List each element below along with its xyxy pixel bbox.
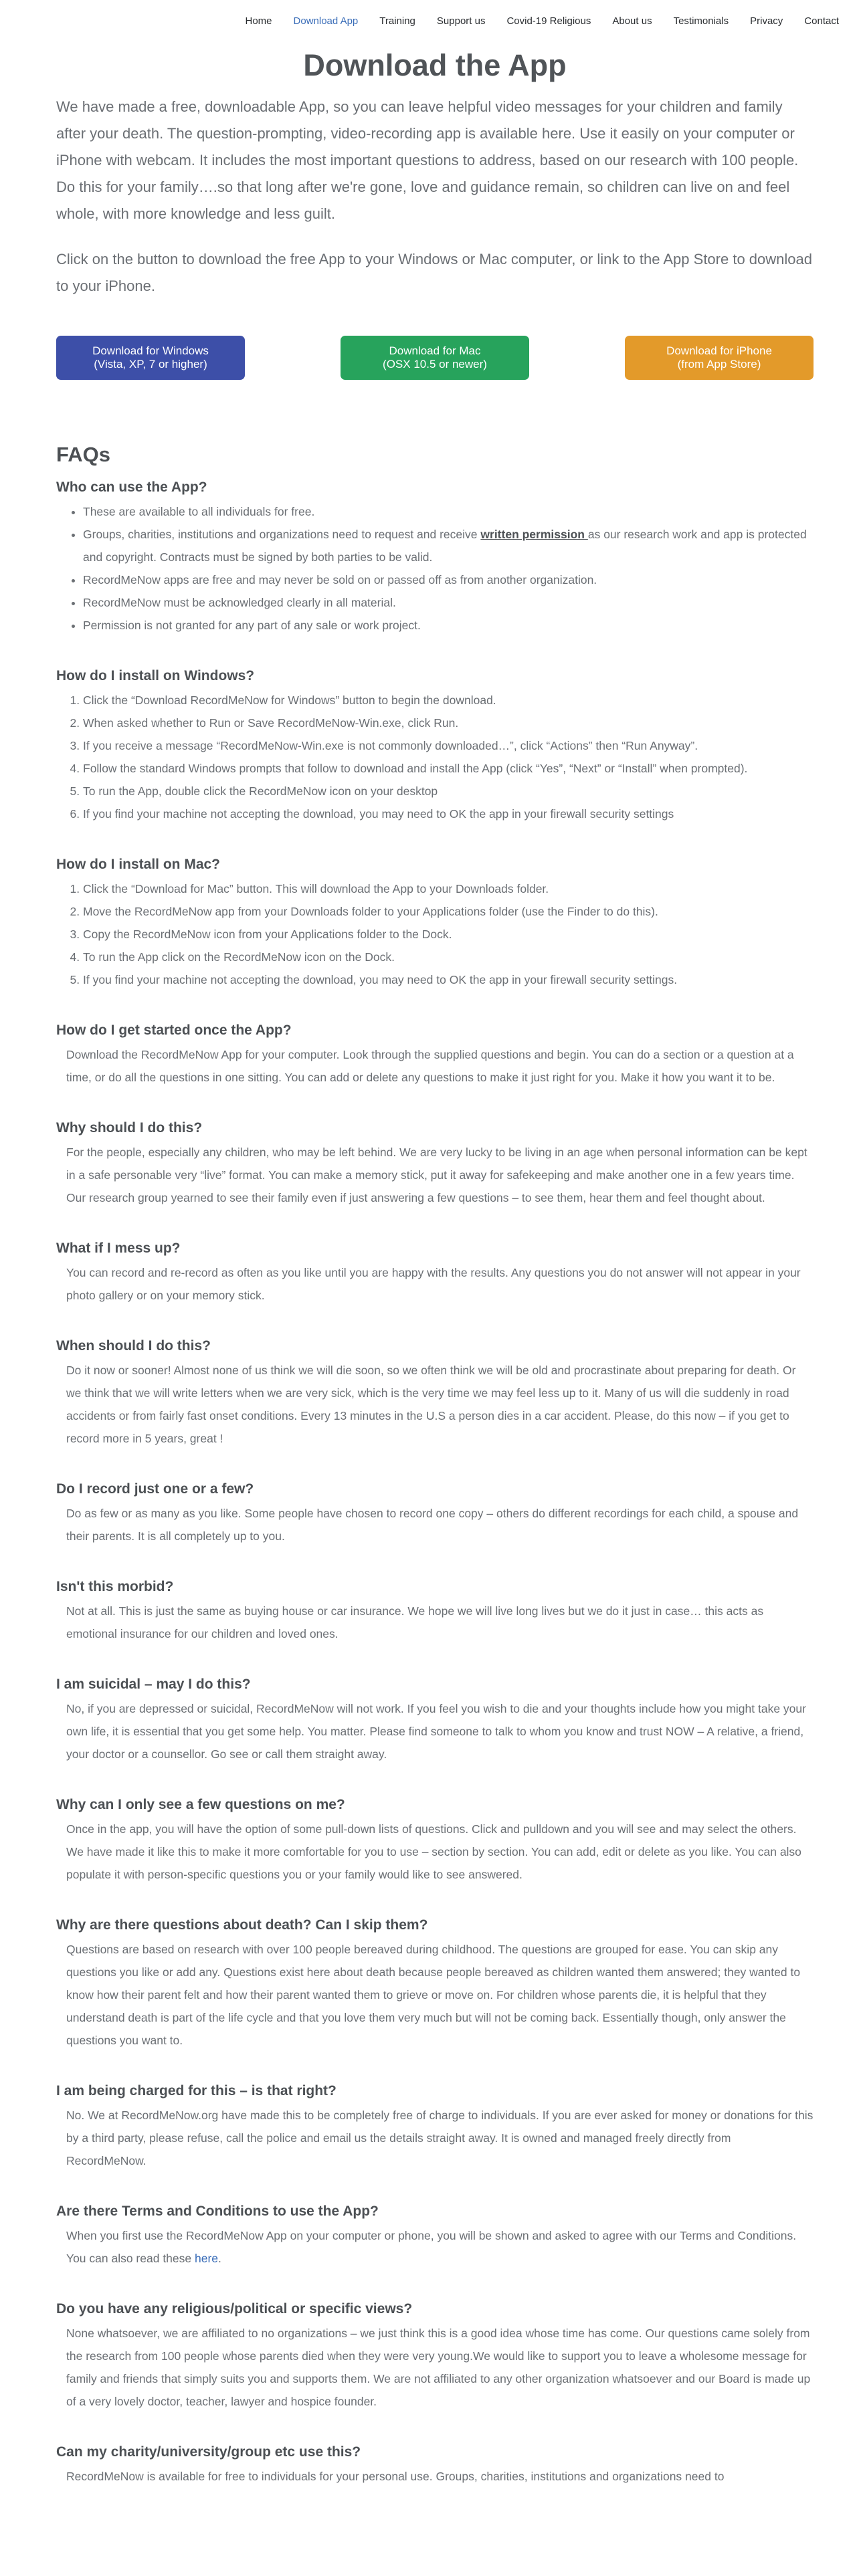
faq-question: Can my charity/university/group etc use this?	[56, 2444, 361, 2460]
download-iphone-subtitle: (from App Store)	[677, 358, 761, 370]
list-item: 4. Follow the standard Windows prompts that follow to download and install the App (click “Yes”, “Next” or “Install” when prompted).	[83, 757, 814, 780]
faq-question: Isn't this morbid?	[56, 1579, 174, 1594]
faq-question: When should I do this?	[56, 1338, 211, 1354]
download-windows-button[interactable]	[56, 336, 245, 380]
list-item: 3. Copy the RecordMeNow icon from your Applications folder to the Dock.	[83, 923, 814, 946]
list-item: • RecordMeNow must be acknowledged clearly in all material.	[83, 591, 814, 614]
nav-item-covid-religious[interactable]: Covid-19 Religious	[506, 15, 591, 27]
list-item: 5. To run the App, double click the RecordMeNow icon on your desktop	[83, 780, 814, 802]
faq-mess-up	[56, 1239, 814, 1307]
faq-charity	[56, 2442, 814, 2488]
faq-when	[56, 1336, 814, 1450]
faq-answer: For the people, especially any children, who may be left behind. We are very lucky to be living in an age when personal information can be kept in a safe personable very “live” format. You can make a memory stick, put it away for safekeeping and make another one in a few years time. Our research group yearned to see their family even if just answering a few questions – to see them, hear them and feel thought about.	[66, 1146, 807, 1204]
faq-question: Why can I only see a few questions on me?	[56, 1797, 345, 1812]
faq-record-few	[56, 1479, 814, 1547]
list-item: 1. Click the “Download for Mac” button. This will download the App to your Downloads folder.	[83, 877, 814, 900]
faq-morbid	[56, 1577, 814, 1645]
list-item: 2. When asked whether to Run or Save RecordMeNow-Win.exe, click Run.	[83, 712, 814, 734]
written-permission-link[interactable]: written permission	[480, 528, 588, 541]
download-windows-subtitle: (Vista, XP, 7 or higher)	[94, 358, 207, 370]
list-item: 5. If you find your machine not accepting the download, you may need to OK the app in your firewall security settings.	[83, 968, 814, 991]
main-content	[56, 43, 814, 2488]
faq-question: Do you have any religious/political or specific views?	[56, 2301, 413, 2317]
nav-menu	[0, 0, 859, 41]
faq-answer	[66, 2224, 814, 2270]
list-item: 2. Move the RecordMeNow app from your Downloads folder to your Applications folder (use the Finder to do this).	[83, 900, 814, 923]
faq-answer-list	[83, 500, 814, 637]
faq-charged	[56, 2081, 814, 2172]
faq-question: Why are there questions about death? Can I skip them?	[56, 1917, 428, 1933]
list-item-text: Groups, charities, institutions and organizations need to request and receive	[83, 528, 481, 541]
download-mac-title: Download for Mac	[389, 344, 481, 357]
faq-steps-list	[83, 877, 814, 991]
faq-answer: Download the RecordMeNow App for your computer. Look through the supplied questions and begin. You can do a section or a question at a time, or do all the questions in one sitting. You can add or delete any questions to make it just right for you. Make it how you want it to be.	[66, 1048, 794, 1084]
faq-question: How do I install on Mac?	[56, 857, 221, 872]
faq-question: I am being charged for this – is that right?	[56, 2083, 337, 2099]
faq-question: How do I get started once the App?	[56, 1023, 292, 1038]
top-navigation	[0, 0, 859, 43]
list-item: • RecordMeNow apps are free and may never be sold on or passed off as from another organization.	[83, 568, 814, 591]
faq-answer: RecordMeNow is available for free to individuals for your personal use. Groups, charities, institutions and organizations need to	[66, 2470, 725, 2483]
nav-item-training[interactable]: Training	[379, 15, 415, 27]
list-item: 3. If you receive a message “RecordMeNow-Win.exe is not commonly downloaded…”, click “Actions” then “Run Anyway”.	[83, 734, 814, 757]
page-title: Download the App	[303, 48, 567, 82]
terms-link[interactable]: here	[195, 2252, 219, 2265]
list-item: • These are available to all individuals for free.	[83, 500, 814, 523]
download-mac-button[interactable]	[341, 336, 529, 380]
nav-item-privacy[interactable]: Privacy	[750, 15, 783, 27]
faq-question: Are there Terms and Conditions to use the App?	[56, 2204, 379, 2219]
faq-terms	[56, 2202, 814, 2270]
faq-question: How do I install on Windows?	[56, 668, 255, 683]
faq-suicidal	[56, 1675, 814, 1765]
faq-question: Do I record just one or a few?	[56, 1481, 254, 1497]
nav-item-home[interactable]: Home	[245, 15, 272, 27]
download-windows-title: Download for Windows	[92, 344, 209, 357]
list-item-text: as our research work and app is protected and copyright. Contracts must be signed by both parties to be valid.	[83, 528, 807, 564]
faq-steps-list	[83, 689, 814, 825]
faq-question: What if I mess up?	[56, 1241, 181, 1256]
faq-answer: None whatsoever, we are affiliated to no organizations – we just think this is a good idea whose time has come. Our questions came solely from the research from 100 people whose parents died when they were very young.We would like to support you to leave a wholesome message for family and friends that simply suits you and supports them. We are not affiliated to any other organization whatsoever and our Board is made up of a very lovely doctor, teacher, lawyer and hospice founder.	[66, 2327, 811, 2408]
faq-few-questions	[56, 1795, 814, 1886]
nav-item-contact[interactable]: Contact	[804, 15, 839, 27]
nav-item-download-app[interactable]: Download App	[293, 15, 359, 27]
faq-why	[56, 1118, 814, 1209]
faq-question: Why should I do this?	[56, 1120, 203, 1136]
list-item: 1. Click the “Download RecordMeNow for Windows” button to begin the download.	[83, 689, 814, 712]
faq-get-started	[56, 1021, 814, 1089]
faq-answer: Do it now or sooner! Almost none of us think we will die soon, so we often think we will be old and procrastinate about preparing for death. Or we think that we will write letters when we are very sick, which is the very time we may feel less up to it. Many of us will die suddenly in road accidents or from fairly fast onset conditions. Every 13 minutes in the U.S a person dies in a car accident. Please, do this now – if you get to record more in 5 years, great !	[66, 1364, 796, 1445]
faq-answer: Once in the app, you will have the option of some pull-down lists of questions. Click and pulldown and you will see and may select the others. We have made it like this to make it more comfortable for you to use – section by section. You can add, edit or delete as you like. You can also populate it with person-specific questions you or your family would like to see answered.	[66, 1822, 801, 1881]
faq-answer: Not at all. This is just the same as buying house or car insurance. We hope we will live long lives but we do it just in case… this acts as emotional insurance for our children and loved ones.	[66, 1604, 764, 1640]
faq-answer: No, if you are depressed or suicidal, RecordMeNow will not work. If you feel you wish to die and your thoughts include how you might take your own life, it is essential that you get some help. You matter. Please find someone to talk to whom you know and trust NOW – A relative, a friend, your doctor or a counsellor. Go see or call them straight away.	[66, 1702, 806, 1761]
faq-answer: You can record and re-record as often as you like until you are happy with the results. Any questions you do not answer will not appear in your photo gallery or on your memory stick.	[66, 1266, 801, 1302]
faq-death-questions	[56, 1915, 814, 2052]
faq-question: I am suicidal – may I do this?	[56, 1677, 251, 1692]
faq-answer-text-end: .	[218, 2252, 221, 2265]
faqs-heading: FAQs	[56, 443, 110, 466]
faq-views	[56, 2299, 814, 2413]
download-mac-subtitle: (OSX 10.5 or newer)	[383, 358, 487, 370]
download-iphone-title: Download for iPhone	[666, 344, 772, 357]
faq-answer: Questions are based on research with over 100 people bereaved during childhood. The questions are grouped for ease. You can skip any questions you like or add any. Questions exist here about death because people bereaved as children wanted them answered; they wanted to know how their parent felt and how their parent wanted them to grieve or move on. For children whose parents die, it is helpful that they understand death is part of the life cycle and that you love them very much but will not be coming back. Essentially though, only answer the questions you want to.	[66, 1943, 801, 2047]
download-instructions: Click on the button to download the free App to your Windows or Mac computer, or link to the App Store to download to your iPhone.	[56, 251, 812, 294]
faq-install-mac	[56, 855, 814, 991]
list-item: • Permission is not granted for any part of any sale or work project.	[83, 614, 814, 637]
download-iphone-button[interactable]	[625, 336, 814, 380]
faq-answer: No. We at RecordMeNow.org have made this to be completely free of charge to individuals. If you are ever asked for money or donations for this by a third party, please refuse, call the police and email us the details straight away. It is owned and managed freely directly from RecordMeNow.	[66, 2109, 814, 2167]
list-item: 4. To run the App click on the RecordMeNow icon on the Dock.	[83, 946, 814, 968]
nav-item-about-us[interactable]: About us	[612, 15, 652, 27]
faq-who-can-use	[56, 477, 814, 637]
nav-item-testimonials[interactable]: Testimonials	[673, 15, 729, 27]
faq-install-windows	[56, 666, 814, 825]
nav-item-support-us[interactable]: Support us	[436, 15, 486, 27]
list-item: 6. If you find your machine not accepting the download, you may need to OK the app in your firewall security settings	[83, 802, 814, 825]
faq-answer-text: When you first use the RecordMeNow App on your computer or phone, you will be shown and asked to agree with our Terms and Conditions. You can also read these	[66, 2229, 797, 2265]
faq-question: Who can use the App?	[56, 479, 207, 495]
list-item	[83, 523, 814, 568]
intro-paragraph: We have made a free, downloadable App, so you can leave helpful video messages for your children and family after your death. The question-prompting, video-recording app is available here. Use it easily on your computer or iPhone with webcam. It includes the most important questions to address, based on our research with 100 people. Do this for your family….so that long after we're gone, love and guidance remain, so children can live on and feel whole, with more knowledge and less guilt.	[56, 98, 799, 222]
download-buttons	[56, 336, 814, 381]
faq-answer: Do as few or as many as you like. Some people have chosen to record one copy – others do different recordings for each child, a spouse and their parents. It is all completely up to you.	[66, 1507, 799, 1543]
